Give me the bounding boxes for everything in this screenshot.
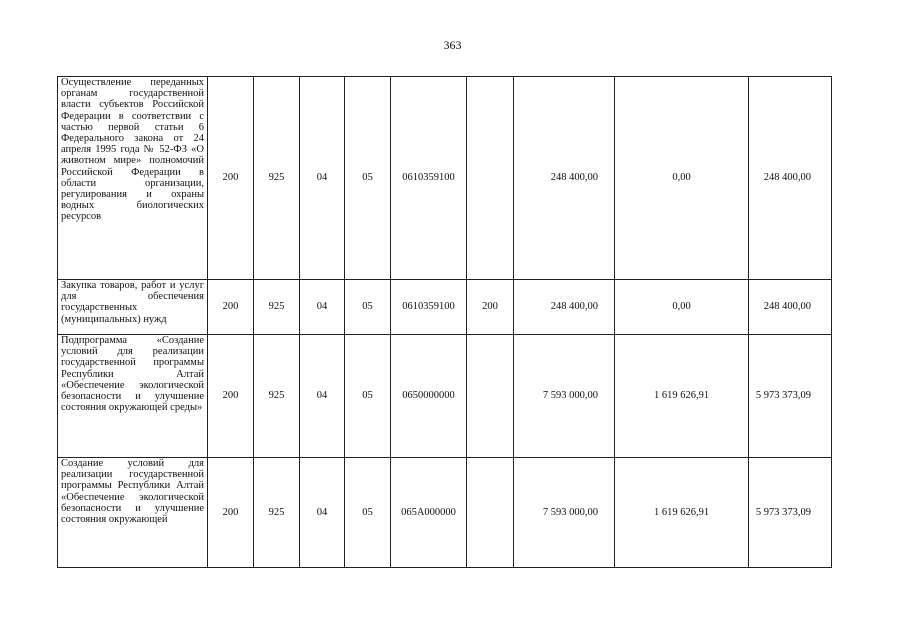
row-ministry-code: 925 — [254, 77, 300, 280]
row-description: Создание условий для реализации государственной программы Республики Алтай «Обеспечение экологической безопасности и улучшение состояния окружающей — [58, 458, 208, 568]
row-planned-amount: 248 400,00 — [514, 280, 615, 335]
row-section: 04 — [300, 335, 345, 458]
row-subsection: 05 — [345, 280, 391, 335]
row-ministry-code: 925 — [254, 458, 300, 568]
row-ministry-code: 925 — [254, 335, 300, 458]
row-executed-amount: 0,00 — [615, 280, 749, 335]
row-remaining-amount: 5 973 373,09 — [749, 458, 832, 568]
row-expense-type — [467, 335, 514, 458]
row-description: Осуществление переданных органам государственной власти субъектов Российской Федерации в соответствии с частью первой статьи 6 Федерального закона от 24 апреля 1995 года № 52-ФЗ «О животном мире» полномочий Российской Федерации в области организации, регулирования и охраны водных биологических ресурсов — [58, 77, 208, 280]
table-row — [58, 77, 832, 280]
table-row — [58, 335, 832, 458]
row-col-code: 200 — [208, 77, 254, 280]
row-target-article: 0610359100 — [391, 280, 467, 335]
row-subsection: 05 — [345, 458, 391, 568]
row-expense-type — [467, 458, 514, 568]
row-target-article: 0650000000 — [391, 335, 467, 458]
row-col-code: 200 — [208, 280, 254, 335]
row-target-article: 065А000000 — [391, 458, 467, 568]
row-expense-type: 200 — [467, 280, 514, 335]
table-row — [58, 458, 832, 568]
row-executed-amount: 0,00 — [615, 77, 749, 280]
row-ministry-code: 925 — [254, 280, 300, 335]
row-col-code: 200 — [208, 458, 254, 568]
row-subsection: 05 — [345, 77, 391, 280]
row-section: 04 — [300, 458, 345, 568]
page-number: 363 — [443, 38, 462, 52]
row-planned-amount: 7 593 000,00 — [514, 458, 615, 568]
table-row — [58, 280, 832, 335]
row-planned-amount: 7 593 000,00 — [514, 335, 615, 458]
row-description: Подпрограмма «Создание условий для реализации государственной программы Республики Алтай «Обеспечение экологической безопасности и улучшение состояния окружающей среды» — [58, 335, 208, 458]
row-description: Закупка товаров, работ и услуг для обеспечения государственных (муниципальных) нужд — [58, 280, 208, 335]
row-remaining-amount: 248 400,00 — [749, 77, 832, 280]
row-section: 04 — [300, 77, 345, 280]
row-remaining-amount: 5 973 373,09 — [749, 335, 832, 458]
row-planned-amount: 248 400,00 — [514, 77, 615, 280]
row-subsection: 05 — [345, 335, 391, 458]
row-remaining-amount: 248 400,00 — [749, 280, 832, 335]
row-section: 04 — [300, 280, 345, 335]
row-target-article: 0610359100 — [391, 77, 467, 280]
row-col-code: 200 — [208, 335, 254, 458]
row-expense-type — [467, 77, 514, 280]
budget-table — [57, 76, 832, 568]
row-executed-amount: 1 619 626,91 — [615, 458, 749, 568]
row-executed-amount: 1 619 626,91 — [615, 335, 749, 458]
